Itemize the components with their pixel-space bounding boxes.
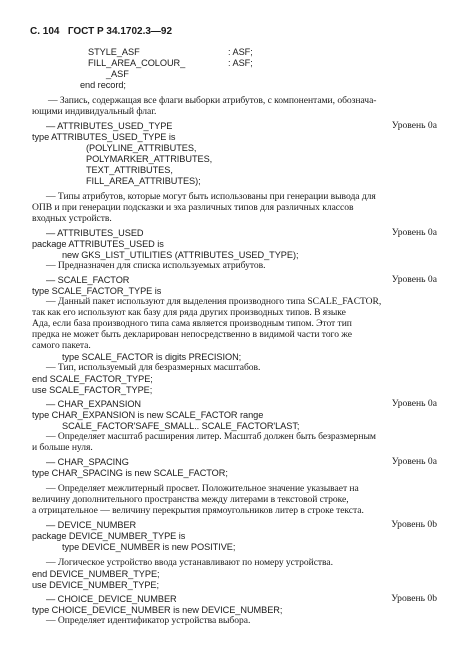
code-line: — ATTRIBUTES_USED (46, 228, 144, 238)
text-line: самого пакета. (32, 340, 91, 351)
code-line: SCALE_FACTOR'SAFE_SMALL.. SCALE_FACTOR'LAST; (62, 421, 300, 431)
level-label: Уровень 0a (391, 274, 437, 285)
code-line: POLYMARKER_ATTRIBUTES, (86, 154, 213, 164)
code-line: FILL_AREA_COLOUR_ (88, 58, 186, 68)
code-line: (POLYLINE_ATTRIBUTES, (86, 143, 197, 153)
page-header (30, 26, 172, 37)
code-line: type CHAR_EXPANSION is new SCALE_FACTOR range (32, 410, 264, 420)
code-line: type SCALE_FACTOR is digits PRECISION; (62, 352, 242, 362)
text-line: — Определяет масштаб расширения литер. Масштаб должен быть безразмерным (46, 431, 376, 442)
code-line: type SCALE_FACTOR_TYPE is (32, 286, 162, 296)
code-line: new GKS_LIST_UTILITIES (ATTRIBUTES_USED_TYPE); (62, 250, 299, 260)
standard-code: ГОСТ Р 34.1702.3—92 (67, 26, 173, 37)
code-line: : ASF; (228, 58, 253, 68)
code-line: type CHAR_SPACING is new SCALE_FACTOR; (32, 468, 228, 478)
text-line: величину дополнительного пространства между литерами в текстовой строке, (32, 494, 349, 505)
level-label: Уровень 0b (391, 593, 437, 604)
code-line: type DEVICE_NUMBER is new POSITIVE; (62, 542, 236, 552)
code-line: type ATTRIBUTES_USED_TYPE is (32, 132, 176, 142)
text-line: предка не может быть декларирован непосредственно в видимой части того же (32, 329, 352, 340)
code-line: — CHAR_EXPANSION (46, 399, 142, 409)
page-number: С. 104 (30, 26, 60, 37)
level-label: Уровень 0a (391, 227, 437, 238)
text-line: — Определяет идентификатор устройства выбора. (46, 615, 251, 626)
code-line: package ATTRIBUTES_USED is (32, 239, 164, 249)
level-label: Уровень 0a (391, 456, 437, 467)
code-line: end SCALE_FACTOR_TYPE; (32, 374, 153, 384)
level-label: Уровень 0a (391, 398, 437, 409)
code-line: type CHOICE_DEVICE_NUMBER is new DEVICE_NUMBER; (32, 605, 283, 615)
text-line: — Определяет межлитерный просвет. Положительное значение указывает на (46, 483, 359, 494)
text-line: так как его используют как базу для ряда других производных типов. В языке (32, 307, 346, 318)
text-line: — Типы атрибутов, которые могут быть использованы при генерации вывода для (46, 191, 376, 202)
code-line: end record; (80, 80, 126, 90)
code-line: — SCALE_FACTOR (46, 275, 130, 285)
code-line: _ASF (106, 69, 129, 79)
code-line: use DEVICE_NUMBER_TYPE; (32, 580, 160, 590)
text-line: — Запись, содержащая все флаги выборки атрибутов, с компонентами, обознача- (48, 95, 377, 106)
text-line: Ада, если база производного типа сама является производным типом. Этот тип (32, 318, 352, 329)
text-line: — Логическое устройство ввода устанавливают по номеру устройства. (46, 557, 333, 568)
code-line: FILL_AREA_ATTRIBUTES); (86, 176, 201, 186)
level-label: Уровень 0b (391, 519, 437, 530)
code-line: — ATTRIBUTES_USED_TYPE (46, 121, 173, 131)
code-line: : ASF; (228, 47, 253, 57)
code-line: package DEVICE_NUMBER_TYPE is (32, 531, 186, 541)
code-line: — CHAR_SPACING (46, 457, 129, 467)
text-line: ющими индивидуальный флаг. (32, 106, 157, 117)
level-label: Уровень 0a (391, 120, 437, 131)
text-line: — Тип, используемый для безразмерных масштабов. (46, 362, 261, 373)
text-line: ОПВ и при генерации подсказки и эха различных типов для различных классов (32, 202, 354, 213)
code-line: end DEVICE_NUMBER_TYPE; (32, 569, 160, 579)
code-line: STYLE_ASF (88, 47, 140, 57)
code-line: — DEVICE_NUMBER (46, 520, 137, 530)
text-line: — Данный пакет используют для выделения производного типа SCALE_FACTOR, (46, 296, 382, 307)
text-line: а отрицательное — величину перекрытия прямоугольников литер в строке текста. (32, 505, 364, 516)
code-line: — CHOICE_DEVICE_NUMBER (46, 594, 177, 604)
code-line: use SCALE_FACTOR_TYPE; (32, 385, 153, 395)
text-line: — Предназначен для списка используемых атрибутов. (46, 260, 266, 271)
text-line: и больше нуля. (32, 442, 93, 453)
text-line: входных устройств. (32, 213, 112, 224)
code-line: TEXT_ATTRIBUTES, (86, 165, 173, 175)
